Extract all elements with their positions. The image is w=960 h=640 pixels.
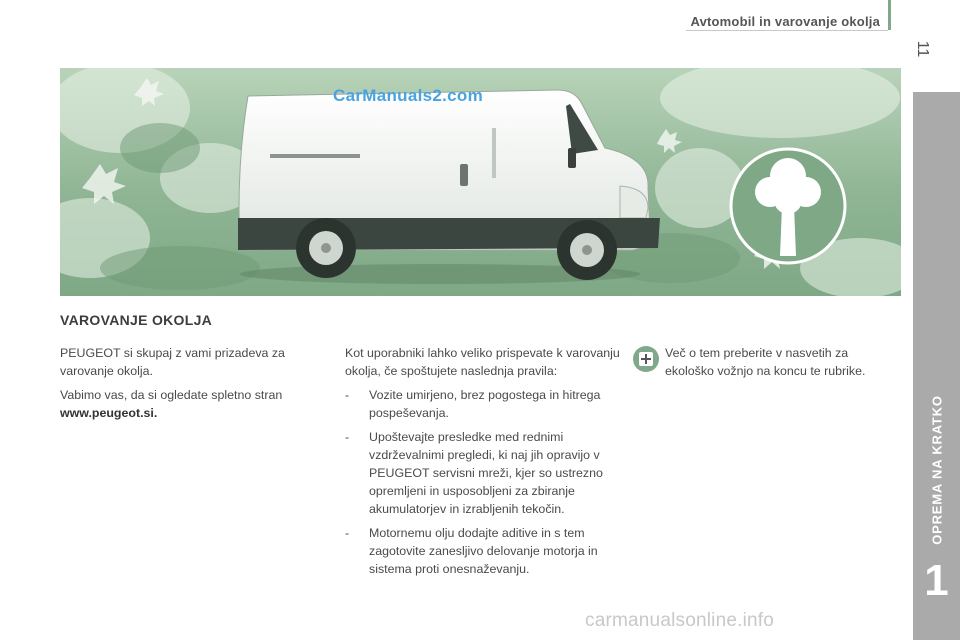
- column-intro: [60, 344, 320, 428]
- header-title: Avtomobil in varovanje okolja: [690, 14, 880, 29]
- tip-text: Več o tem preberite v nasvetih za ekološko vožnjo na koncu te rubrike.: [665, 346, 866, 378]
- website-link[interactable]: www.peugeot.si.: [60, 406, 158, 420]
- section-heading: VAROVANJE OKOLJA: [60, 312, 213, 328]
- column-rules: [345, 344, 625, 584]
- rules-intro: Kot uporabniki lahko veliko prispevate k varovanju okolja, če spoštujete naslednja pravila:: [345, 346, 620, 378]
- plus-icon: [633, 346, 659, 372]
- list-item: - Vozite umirjeno, brez pogostega in hitrega pospeševanja.: [345, 388, 601, 420]
- list-item: - Upoštevajte presledke med rednimi vzdrževalnimi pregledi, ki naj jih opravijo v PEUGEOT servisni mreži, kjer so ustrezno opremljeni in usposobljeni za zbiranje akumulatorjev in izrabljenih tekočin.: [345, 430, 603, 516]
- page-number: 11: [914, 40, 931, 58]
- header-accent-bar: [888, 0, 891, 30]
- intro-paragraph: PEUGEOT si skupaj z vami prizadeva za varovanje okolja.: [60, 346, 285, 378]
- rules-list: [345, 386, 625, 578]
- column-tip: [665, 344, 895, 386]
- list-item: - Motornemu olju dodajte aditive in s tem zagotovite zanesljivo delovanje motorja in sistema proti onesnaževanju.: [345, 526, 598, 576]
- footer-watermark: carmanualsonline.info: [585, 610, 775, 631]
- chapter-number: 1: [924, 556, 949, 605]
- side-tab-label: [913, 380, 960, 560]
- side-tab-text: OPREMA NA KRATKO: [929, 395, 944, 545]
- header-rule: [686, 30, 888, 31]
- watermark-top: CarManuals2.com: [333, 86, 483, 105]
- tree-icon: [731, 149, 845, 263]
- website-paragraph: Vabimo vas, da si ogledate spletno stran www.peugeot.si.: [60, 388, 283, 420]
